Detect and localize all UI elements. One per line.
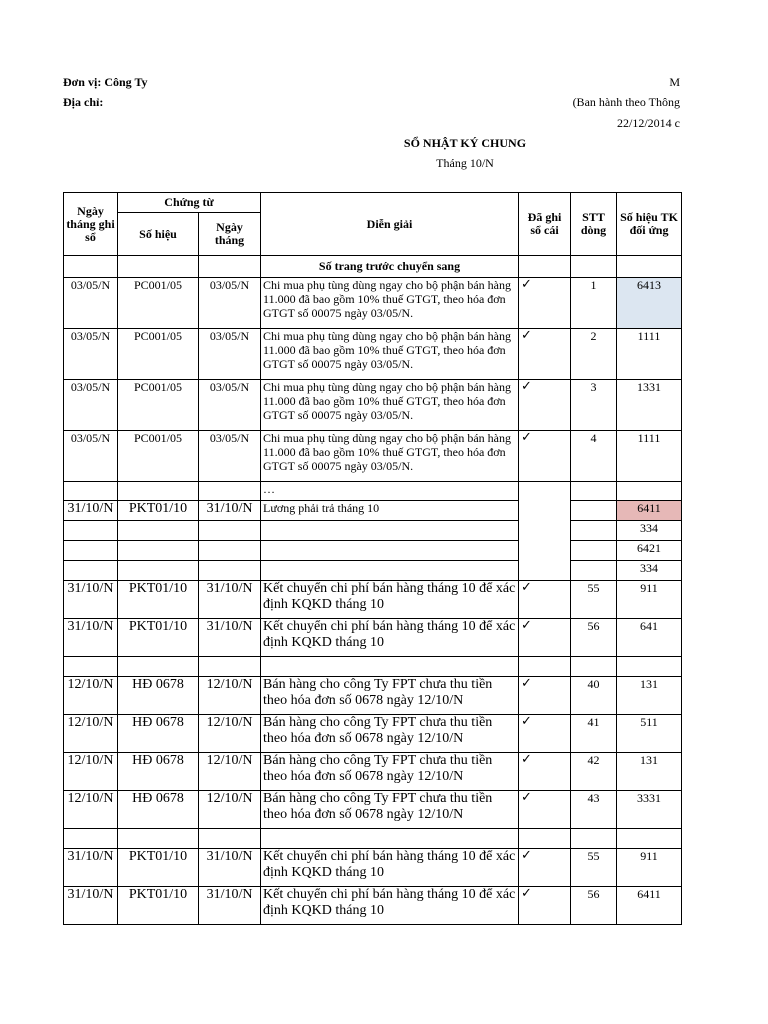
page-subtitle: Tháng 10/N [436,156,494,170]
check-icon: ✓ [519,329,571,380]
check-icon: ✓ [519,278,571,329]
table-row: 03/05/N PC001/05 03/05/N Chi mua phụ tùng dùng ngay cho bộ phận bán hàng 11.000 đã bao gồm 10% thuế GTGT, theo hóa đơn GTGT số 00075 ngày 03/05/N. ✓ 1 6413 [64,278,682,329]
unit-label: Đơn vị: Công Ty [63,75,148,89]
check-icon: ✓ [519,677,571,715]
col-voucher-date: Ngày tháng [199,213,261,256]
table-row: 12/10/N HĐ 0678 12/10/N Bán hàng cho công Ty FPT chưa thu tiền theo hóa đơn số 0678 ngày 12/10/N ✓ 43 3331 [64,791,682,829]
check-icon: ✓ [519,887,571,925]
table-row: 31/10/N PKT01/10 31/10/N Kết chuyển chi phí bán hàng tháng 10 để xác định KQKD tháng 10 ✓ 55 911 [64,849,682,887]
col-line-no: STT dòng [571,193,617,256]
table-row: 31/10/N PKT01/10 31/10/N Lương phải trả tháng 10 6411 [64,501,682,521]
check-icon: ✓ [519,619,571,657]
check-icon: ✓ [519,791,571,829]
check-icon: ✓ [519,380,571,431]
col-account: Số hiệu TK đối ứng [617,193,682,256]
journal-table: Ngày tháng ghi sổ Chứng từ Diễn giải Đã ghi sổ cái STT dòng Số hiệu TK đối ứng Số hiệu Ngày tháng Số trang trước chuyển sang 03/05/N PC001/05 03/05/N Chi mua phụ tùng dùng ngay cho bộ phận bán hàng 11.000 đã bao gồm 10% thuế GTGT, theo hóa đơn GTGT số 00075 ngày 03/05/N. ✓ 1 6413 03/05/N PC001/05 03/05/N Chi mua phụ tùng dùng ngay cho bộ phận bán hàng 11.000 đã bao gồm 10% thuế GTGT, theo hóa đơn GTGT số 00075 ngày 03/05/N. ✓ 2 1111 03/05/N PC001/05 03/05/N Chi mua phụ tùng dùng ngay cho bộ phận bán hàng 11.000 đã bao gồm 10% thuế GTGT, theo hóa đơn GTGT số 00075 ngày 03/05/N. ✓ 3 1331 03/05/N PC001/05 03/05/N Chi mua phụ tùng dùng ngay cho bộ phận bán hàng 11.000 đã bao gồm 10% thuế GTGT, theo hóa đơn GTGT số 00075 ngày 03/05/N. ✓ 4 1111 … 31/10/N PKT01/10 31/10/N Lương phải trả tháng 10 6411 334 6421 334 31/10/N PKT01/10 31/10/N Kết chuyển chi phí bán hàng tháng 10 để xác định KQKD tháng 10 ✓ 55 911 31/10/N PKT01/10 31/10/N Kết chuyển chi phí bán hàng tháng 10 để xác định KQKD tháng 10 ✓ 56 641 12/10/N HĐ 0678 12/10/N Bán hàng cho công Ty FPT chưa thu tiền theo hóa đơn số 0678 ngày 12/10/N ✓ 40 131 12/10/N HĐ 0678 12/10/N Bán hàng cho công Ty FPT chưa thu tiền theo hóa đơn số 0678 ngày 12/10/N ✓ 41 511 12/10/N HĐ 0678 12/10/N Bán hàng cho công Ty FPT chưa thu tiền theo hóa đơn số 0678 ngày 12/10/N ✓ 42 131 12/10/N HĐ 0678 12/10/N Bán hàng cho công Ty FPT chưa thu tiền theo hóa đơn số 0678 ngày 12/10/N ✓ 43 3331 31/10/N PKT01/10 31/10/N Kết chuyển chi phí bán hàng tháng 10 để xác định KQKD tháng 10 ✓ 55 911 31/10/N PKT01/10 31/10/N Kết chuyển chi phí bán hàng tháng 10 để xác định KQKD tháng 10 ✓ 56 6411 [63,192,682,925]
col-description: Diễn giải [261,193,519,256]
table-row: 12/10/N HĐ 0678 12/10/N Bán hàng cho công Ty FPT chưa thu tiền theo hóa đơn số 0678 ngày 12/10/N ✓ 41 511 [64,715,682,753]
table-row: 12/10/N HĐ 0678 12/10/N Bán hàng cho công Ty FPT chưa thu tiền theo hóa đơn số 0678 ngày 12/10/N ✓ 40 131 [64,677,682,715]
check-icon: ✓ [519,715,571,753]
table-row: 31/10/N PKT01/10 31/10/N Kết chuyển chi phí bán hàng tháng 10 để xác định KQKD tháng 10 ✓ 56 641 [64,619,682,657]
address-label: Địa chỉ: [63,95,104,109]
page-title: SỔ NHẬT KÝ CHUNG [403,136,527,150]
check-icon: ✓ [519,849,571,887]
col-voucher-no: Số hiệu [118,213,199,256]
check-icon: ✓ [519,753,571,791]
col-voucher: Chứng từ [118,193,261,213]
table-row: 12/10/N HĐ 0678 12/10/N Bán hàng cho công Ty FPT chưa thu tiền theo hóa đơn số 0678 ngày 12/10/N ✓ 42 131 [64,753,682,791]
table-row: 03/05/N PC001/05 03/05/N Chi mua phụ tùng dùng ngay cho bộ phận bán hàng 11.000 đã bao gồm 10% thuế GTGT, theo hóa đơn GTGT số 00075 ngày 03/05/N. ✓ 4 1111 [64,431,682,482]
issued-by: (Ban hành theo Thông [572,95,680,109]
col-posted: Đã ghi sổ cái [519,193,571,256]
col-date-recorded: Ngày tháng ghi sổ [64,193,118,256]
issue-date: 22/12/2014 c [617,116,680,130]
check-icon: ✓ [519,431,571,482]
ellipsis-row: … [261,482,519,501]
carry-forward-label: Số trang trước chuyển sang [261,256,519,278]
table-row: 31/10/N PKT01/10 31/10/N Kết chuyển chi phí bán hàng tháng 10 để xác định KQKD tháng 10 ✓ 56 6411 [64,887,682,925]
table-row: 03/05/N PC001/05 03/05/N Chi mua phụ tùng dùng ngay cho bộ phận bán hàng 11.000 đã bao gồm 10% thuế GTGT, theo hóa đơn GTGT số 00075 ngày 03/05/N. ✓ 2 1111 [64,329,682,380]
table-row: 03/05/N PC001/05 03/05/N Chi mua phụ tùng dùng ngay cho bộ phận bán hàng 11.000 đã bao gồm 10% thuế GTGT, theo hóa đơn GTGT số 00075 ngày 03/05/N. ✓ 3 1331 [64,380,682,431]
form-code: M [669,75,680,89]
table-row: 31/10/N PKT01/10 31/10/N Kết chuyển chi phí bán hàng tháng 10 để xác định KQKD tháng 10 ✓ 55 911 [64,581,682,619]
check-icon: ✓ [519,581,571,619]
